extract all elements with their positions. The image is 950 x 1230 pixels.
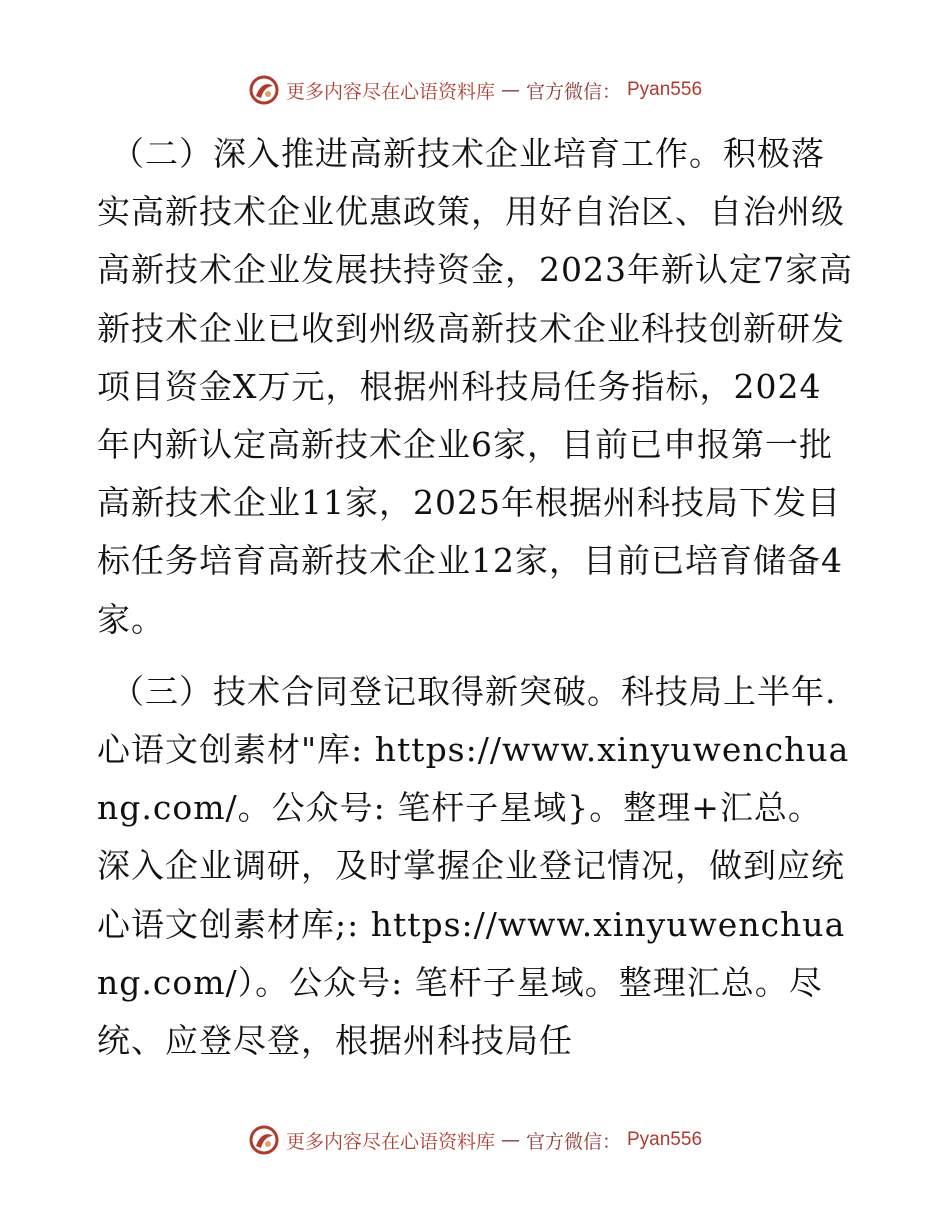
watermark-wechat-label: 官方微信： bbox=[525, 1130, 621, 1153]
watermark-site-text: 更多内容尽在心语资料库 bbox=[285, 80, 495, 103]
paragraph-3 bbox=[97, 663, 853, 1070]
document-body bbox=[97, 125, 853, 1070]
red-swirl-logo-icon bbox=[248, 1124, 280, 1156]
watermark-wechat-id: Pyan556 bbox=[627, 1129, 703, 1150]
watermark-wechat-id: Pyan556 bbox=[627, 79, 703, 100]
paragraph-2 bbox=[97, 125, 853, 649]
watermark-site-text: 更多内容尽在心语资料库 bbox=[285, 1130, 495, 1153]
red-swirl-logo-icon bbox=[248, 74, 280, 106]
header-watermark bbox=[0, 74, 950, 106]
watermark-wechat-label: 官方微信： bbox=[525, 80, 621, 103]
watermark-separator: — bbox=[500, 1129, 520, 1151]
paragraph-2-text: （二）深入推进高新技术企业培育工作。积极落实高新技术企业优惠政策，用好自治区、自治州级高新技术企业发展扶持资金，2023年新认定7家高新技术企业已收到州级高新技术企业科技创新研发项目资金X万元，根据州科技局任务指标，2024年内新认定高新技术企业6家，目前已申报第一批高新技术企业11家，2025年根据州科技局下发目标任务培育高新技术企业12家，目前已培育储备4家。 bbox=[97, 134, 853, 639]
footer-watermark bbox=[0, 1124, 950, 1156]
watermark-separator: — bbox=[500, 79, 520, 101]
paragraph-3-text: （三）技术合同登记取得新突破。科技局上半年.心语文创素材"库: https://www.xinyuwenchuang.com/。公众号: 笔杆子星域}。整理+汇总。深入企业调研，及时掌握企业登记情况，做到应统心语文创素材库;: https://www.xinyuwenchuang.com/）。公众号: 笔杆子星域。整理汇总。尽统、应登尽登，根据州科技局任 bbox=[97, 671, 850, 1061]
